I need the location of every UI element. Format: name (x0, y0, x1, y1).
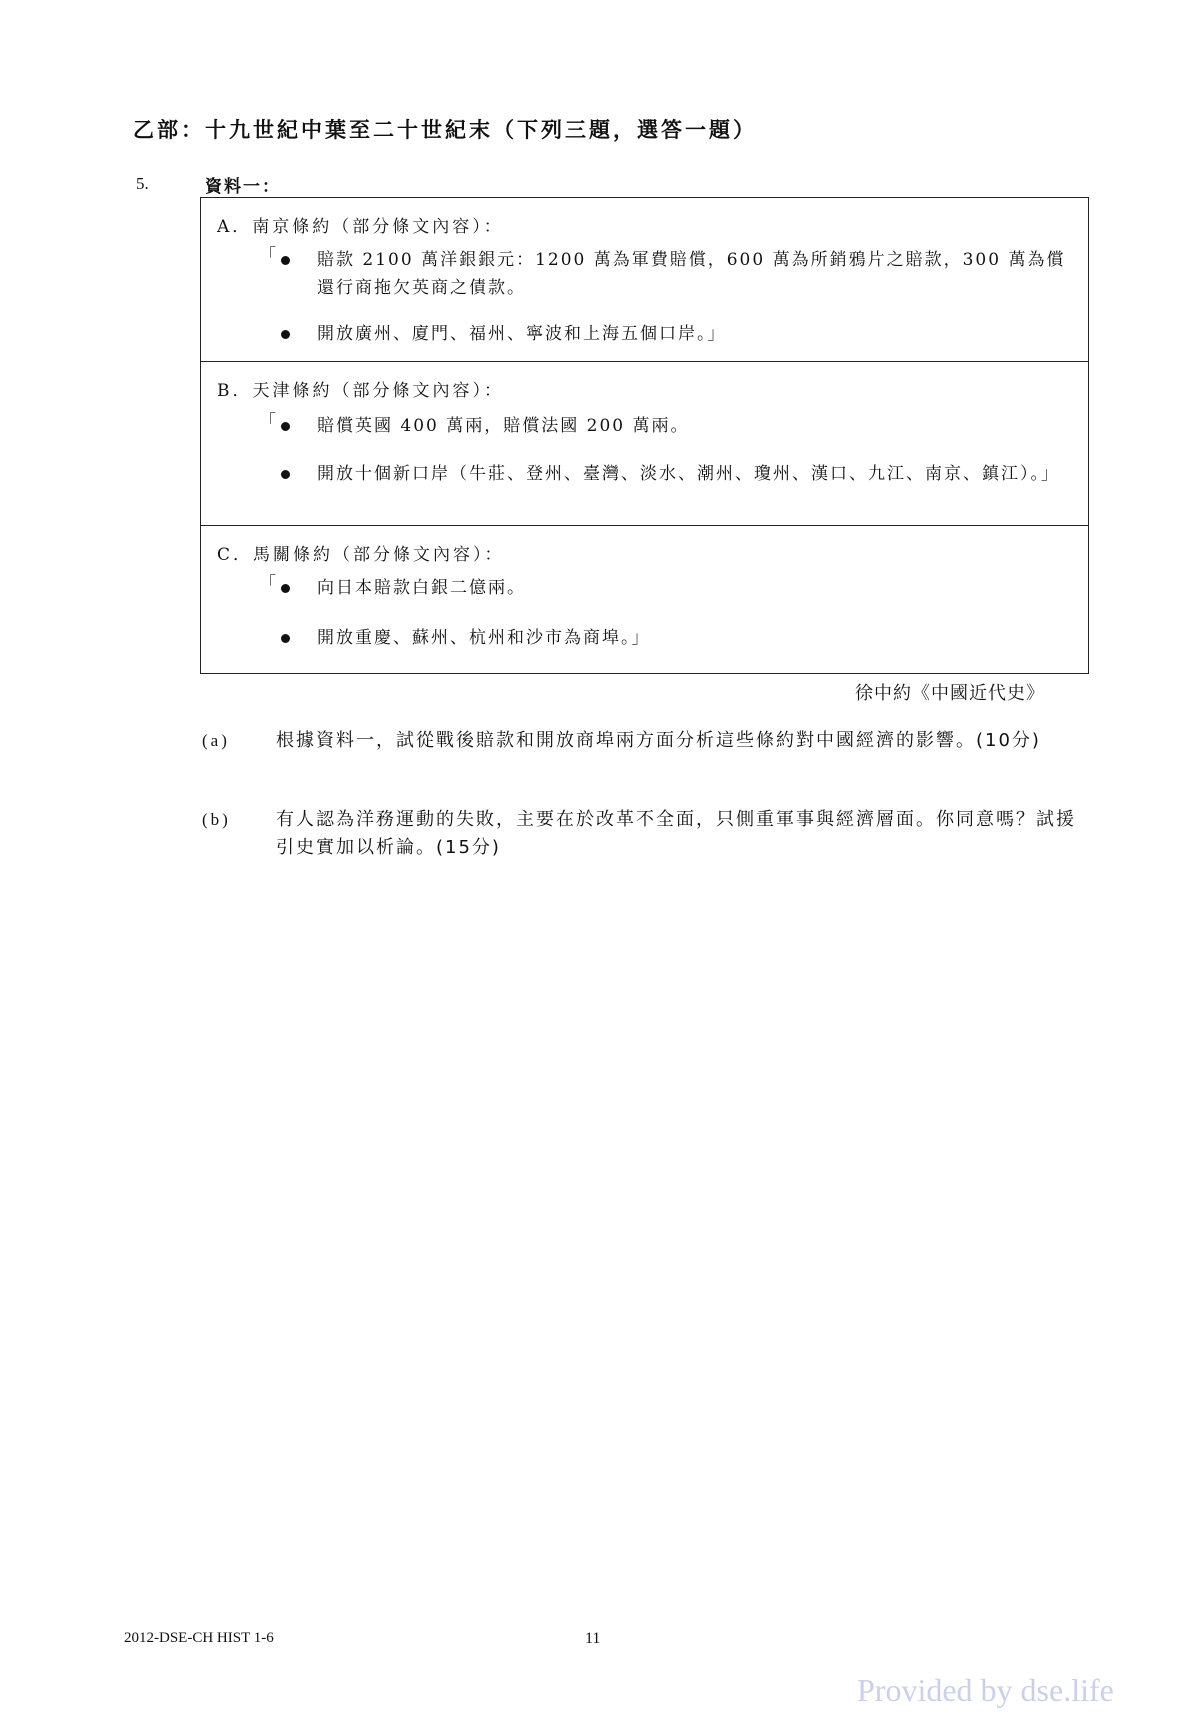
source-citation: 徐中約《中國近代史》 (855, 683, 1045, 704)
close-quote: 」 (631, 628, 651, 648)
bullet-text: 向日本賠款白銀二億兩。 (317, 578, 526, 598)
bullet-text-wrap (317, 320, 1078, 348)
bullet-text-wrap (317, 460, 1078, 488)
close-quote: 」 (707, 324, 727, 344)
watermark: Provided by dse.life (857, 1672, 1114, 1708)
treaty-tianjin (201, 362, 1088, 526)
open-quote: 「 (259, 246, 278, 266)
sub-question-label: (b) (202, 810, 231, 829)
bullet-text: 開放廣州、廈門、福州、寧波和上海五個口岸。 (317, 324, 708, 344)
bullet-dot-icon (281, 330, 290, 339)
bullet-text: 開放重慶、蘇州、杭州和沙市為商埠。 (317, 628, 632, 648)
bullet-item (259, 460, 1078, 488)
bullet-item (259, 412, 1078, 440)
bullet-dot-icon (281, 256, 290, 265)
treaty-title: B．天津條約（部分條文內容）： (217, 381, 504, 401)
bullet-item (259, 246, 1078, 302)
source-box (200, 197, 1089, 674)
open-quote: 「 (259, 574, 278, 594)
sub-question-text: 根據資料一，試從戰後賠款和開放商埠兩方面分析這些條約對中國經濟的影響。(10分) (276, 730, 1041, 751)
bullet-dot-icon (281, 422, 290, 431)
paper-code: 2012-DSE-CH HIST 1-6 (124, 1630, 274, 1646)
sub-question-b (202, 806, 1092, 862)
section-heading: 乙部：十九世紀中葉至二十世紀末（下列三題，選答一題） (133, 118, 757, 142)
sub-question-text: 有人認為洋務運動的失敗，主要在於改革不全面，只側重軍事與經濟層面。你同意嗎？試援引史實加以析論。(15分) (276, 809, 1076, 858)
open-quote: 「 (259, 412, 278, 432)
treaty-nanjing (201, 198, 1088, 362)
bullet-text: 開放十個新口岸（牛莊、登州、臺灣、淡水、潮州、瓊州、漢口、九江、南京、鎮江）。 (317, 464, 1041, 484)
bullet-dot-icon (281, 634, 290, 643)
bullet-item (259, 624, 1078, 652)
bullet-text: 賠款 2100 萬洋銀銀元：1200 萬為軍費賠償，600 萬為所銷鴉片之賠款，300 萬為償還行商拖欠英商之債款。 (317, 250, 1066, 298)
sub-question-label: (a) (202, 731, 230, 750)
source-label: 資料一： (205, 177, 281, 197)
bullet-item (259, 574, 1078, 602)
bullet-text-wrap (317, 624, 1078, 652)
bullet-item (259, 320, 1078, 348)
bullet-dot-icon (281, 470, 290, 479)
page-number: 11 (585, 1630, 601, 1647)
treaty-shimonoseki (201, 526, 1088, 673)
question-number: 5. (136, 174, 149, 193)
treaty-title: C．馬關條約（部分條文內容）： (217, 545, 505, 565)
treaty-title: A．南京條約（部分條文內容）： (217, 217, 504, 237)
bullet-text: 賠償英國 400 萬兩，賠償法國 200 萬兩。 (317, 416, 690, 436)
close-quote: 」 (1041, 464, 1060, 484)
bullet-dot-icon (281, 584, 290, 593)
sub-question-a (202, 727, 1092, 755)
